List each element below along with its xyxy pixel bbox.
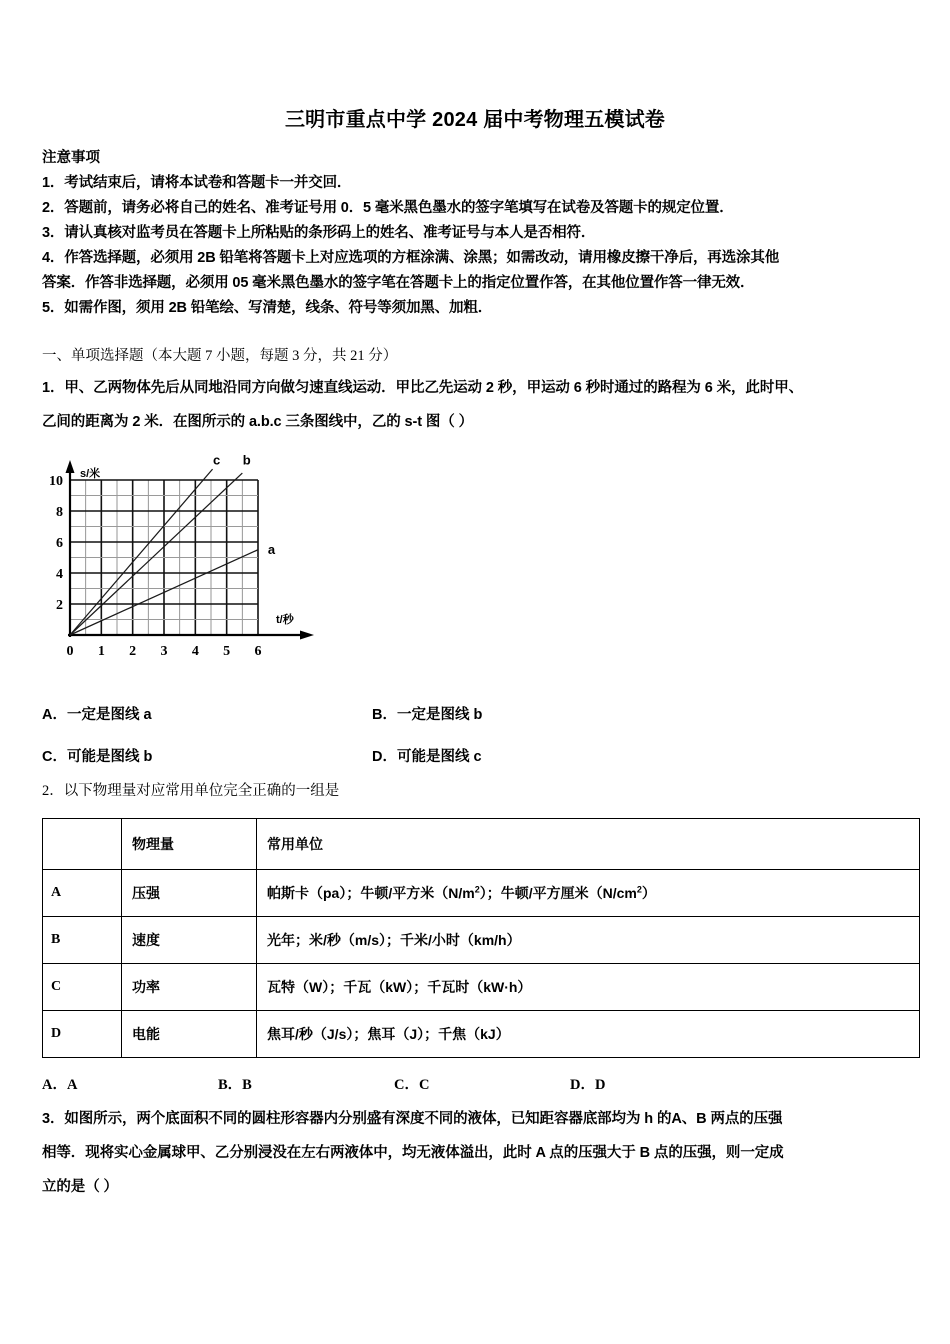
table-cell-units-c: 瓦特（W）；千瓦（kW）；千瓦时（kW·h） — [257, 964, 920, 1011]
table-cell-quantity-c: 功率 — [122, 964, 257, 1011]
notice-line-4-cont: 答案．作答非选择题，必须用 05 毫米黑色墨水的签字笔在答题卡上的指定位置作答，在其他位置作答一律无效． — [42, 275, 755, 291]
document-body — [42, 146, 920, 1202]
notice-line-2: 2．答题前，请务必将自己的姓名、准考证号用 0．5 毫米黑色墨水的签字笔填写在试卷及答题卡的规定位置． — [42, 200, 734, 216]
question-1-figure — [48, 453, 348, 688]
table-row — [43, 870, 920, 917]
table-row — [43, 917, 920, 964]
table-row — [43, 964, 920, 1011]
question-1-option-d[interactable]: D．可能是图线 c — [372, 749, 482, 765]
graph-grid — [70, 480, 258, 635]
question-1-options-row-2 — [42, 742, 920, 772]
question-3-stem-line-3: 立的是（ ） — [42, 1179, 118, 1195]
question-2-option-b[interactable]: B．B — [218, 1077, 252, 1093]
question-1-option-b[interactable]: B．一定是图线 b — [372, 707, 483, 723]
table-cell-key-c: C — [43, 964, 122, 1011]
svg-text:8: 8 — [56, 505, 63, 520]
svg-text:2: 2 — [56, 598, 63, 613]
section-heading-1: 一、单项选择题（本大题 7 小题，每题 3 分，共 21 分） — [42, 348, 398, 364]
st-graph — [48, 453, 348, 688]
question-3-stem-line-2: 相等．现将实心金属球甲、乙分别浸没在左右两液体中，均无液体溢出，此时 A 点的压强大于 B 点的压强，则一定成 — [42, 1145, 784, 1161]
table-body — [43, 819, 920, 1058]
notice-line-4: 4．作答选择题，必须用 2B 铅笔将答题卡上对应选项的方框涂满、涂黑；如需改动，请用橡皮擦干净后，再选涂其他 — [42, 250, 780, 266]
svg-text:a: a — [267, 541, 276, 557]
question-2-option-c[interactable]: C．C — [394, 1077, 430, 1093]
table-header-key — [43, 819, 122, 870]
svg-text:4: 4 — [191, 644, 199, 659]
notice-line-5: 5．如需作图，须用 2B 铅笔绘、写清楚，线条、符号等须加黑、加粗． — [42, 300, 493, 316]
question-1-options-row-1 — [42, 700, 920, 730]
graph-axes — [66, 460, 315, 640]
question-1-stem-line-1: 1．甲、乙两物体先后从同地沿同方向做匀速直线运动．甲比乙先运动 2 秒，甲运动 6 秒时通过的路程为 6 米，此时甲、 — [42, 380, 804, 396]
question-2-option-d[interactable]: D．D — [570, 1077, 606, 1093]
table-cell-units-a: 帕斯卡（pa）；牛顿/平方米$(N/m^2)$；牛顿/平方厘米$(N/cm^2)$ — [257, 870, 920, 917]
question-1-stem-line-2: 乙间的距离为 2 米．在图所示的 a.b.c 三条图线中，乙的 s-t 图（ ） — [42, 414, 474, 430]
notice-heading: 注意事项 — [42, 150, 100, 166]
svg-text:t/秒: t/秒 — [276, 614, 294, 626]
question-1-option-a[interactable]: A．一定是图线 a — [42, 707, 152, 723]
svg-text:c: c — [213, 453, 221, 468]
table-cell-quantity-a: 压强 — [122, 870, 257, 917]
table-cell-key-b: B — [43, 917, 122, 964]
table-cell-key-a: A — [43, 870, 122, 917]
notice-line-3: 3．请认真核对监考员在答题卡上所粘贴的条形码上的姓名、准考证号与本人是否相符． — [42, 225, 596, 241]
table-cell-quantity-d: 电能 — [122, 1011, 257, 1058]
table-header-quantity: 物理量 — [122, 819, 257, 870]
svg-text:0: 0 — [66, 644, 74, 659]
svg-text:1: 1 — [97, 644, 105, 659]
svg-text:6: 6 — [254, 644, 262, 659]
table-cell-units-b: 光年；米/秒（m/s）；千米/小时（km/h） — [257, 917, 920, 964]
svg-text:6: 6 — [56, 536, 63, 551]
question-1-option-c[interactable]: C．可能是图线 b — [42, 749, 153, 765]
svg-text:b: b — [242, 453, 251, 468]
notice-line-1: 1．考试结束后，请将本试卷和答题卡一并交回． — [42, 175, 352, 191]
question-2-stem: 2．以下物理量对应常用单位完全正确的一组是 — [42, 783, 340, 799]
question-3-stem-line-1: 3．如图所示，两个底面积不同的圆柱形容器内分别盛有深度不同的液体，已知距容器底部均为 h 的A、B 两点的压强 — [42, 1111, 783, 1127]
svg-text:2: 2 — [129, 644, 137, 659]
table-row — [43, 1011, 920, 1058]
question-2-options-row — [42, 1070, 920, 1100]
svg-text:4: 4 — [56, 567, 63, 582]
table-header-units: 常用单位 — [257, 819, 920, 870]
svg-text:5: 5 — [223, 644, 231, 659]
table-cell-key-d: D — [43, 1011, 122, 1058]
svg-text:3: 3 — [160, 644, 168, 659]
table-cell-quantity-b: 速度 — [122, 917, 257, 964]
page-title: 三明市重点中学 2024 届中考物理五模试卷 — [284, 109, 665, 131]
svg-text:10: 10 — [49, 474, 63, 489]
question-2-table — [42, 818, 920, 1058]
svg-text:s/米: s/米 — [80, 468, 101, 480]
table-cell-units-d: 焦耳/秒（J/s）；焦耳（J）；千焦（kJ） — [257, 1011, 920, 1058]
table-header-row — [43, 819, 920, 870]
question-2-option-a[interactable]: A．A — [42, 1077, 78, 1093]
